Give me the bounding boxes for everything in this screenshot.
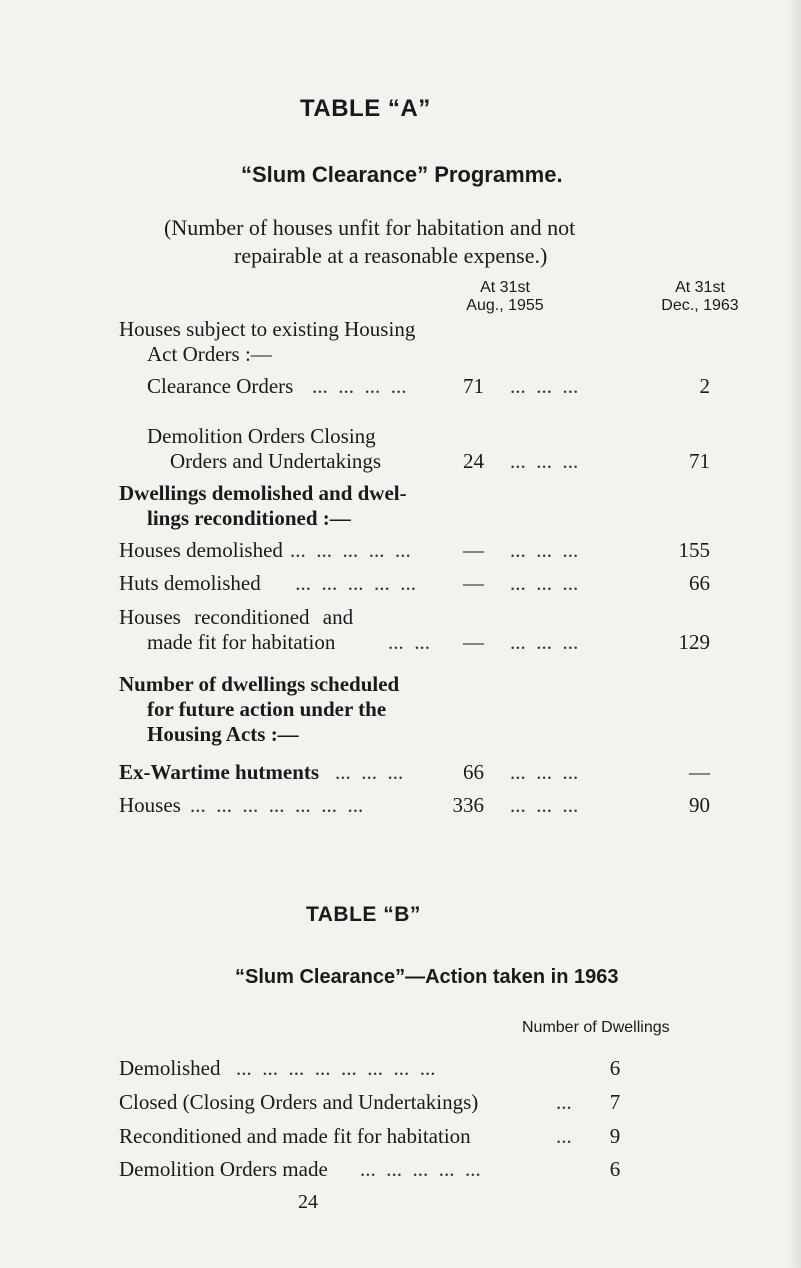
row-houses-reconditioned-label-line2: made fit for habitation [147,630,336,654]
table-b-row-demolition-orders-label: Demolition Orders made [119,1157,328,1181]
page-edge-shadow [787,0,801,1268]
leader-dots: ... ... [388,630,430,654]
table-b-row-demolished-label: Demolished [119,1056,221,1080]
section2-heading [119,481,407,531]
table-b-title: TABLE “B” [306,903,421,926]
table-b-row-demolition-orders-value: 6 [609,1157,621,1181]
column-header-1963-line2: Dec., 1963 [661,297,739,314]
section2-heading-line2: lings reconditioned :— [147,506,351,530]
row-clearance-orders-1955: 71 [463,374,484,398]
table-a-note-line2: repairable at a reasonable expense.) [234,243,548,268]
section1-heading-line2: Act Orders :— [147,342,272,366]
leader-dots: ... ... ... [510,538,579,562]
leader-dots: ... ... ... ... ... ... ... ... [236,1056,436,1080]
table-a-note-line1: (Number of houses unfit for habitation and not [164,215,576,240]
leader-dots: ... ... ... [510,630,579,654]
row-houses-reconditioned-1963: 129 [678,630,710,654]
table-b-row-closed-value: 7 [609,1090,621,1114]
leader-dots: ... ... ... [510,449,579,473]
section3-heading-line1: Number of dwellings scheduled [119,672,400,696]
page-number: 24 [298,1191,318,1213]
table-b-row-closed-label: Closed (Closing Orders and Undertakings) [119,1090,479,1114]
column-header-1963 [645,279,755,315]
leader-dots: ... ... ... ... ... [290,571,416,595]
table-b-row-demolished-value: 6 [609,1056,621,1080]
row-houses-1955: 336 [452,793,484,817]
leader-dots: ... ... ... [510,374,579,398]
row-houses-reconditioned-1955: — [463,630,484,654]
column-header-1963-line1: At 31st [675,279,725,296]
leader-dots: ... ... ... ... [312,374,407,398]
row-demolition-orders-label-line2: Orders and Undertakings [170,449,382,473]
table-b-row-reconditioned-label: Reconditioned and made fit for habitation [119,1124,471,1148]
row-houses-reconditioned-label [119,605,353,655]
row-houses-1963: 90 [689,793,710,817]
row-demolition-orders-label [147,424,381,474]
row-huts-demolished-1955: — [463,571,484,595]
row-ex-wartime-hutments-label: Ex-Wartime hutments [119,760,320,784]
leader-dots: ... ... ... [510,793,579,817]
leader-dots: ... [556,1124,572,1148]
row-houses-demolished-1955: — [463,538,484,562]
row-houses-demolished-1963: 155 [678,538,710,562]
row-demolition-orders-label-line1: Demolition Orders Closing [147,424,376,448]
leader-dots: ... ... ... ... ... [360,1157,481,1181]
section3-heading-line2: for future action under the [147,697,387,721]
row-ex-wartime-hutments-1963: — [689,760,710,784]
row-huts-demolished-label: Huts demolished [119,571,261,595]
leader-dots: ... [556,1090,572,1114]
section1-heading [119,317,415,367]
row-houses-demolished-label: Houses demolished [119,538,283,562]
table-a-subtitle: “Slum Clearance” Programme. [241,162,563,187]
table-b-subtitle: “Slum Clearance”—Action taken in 1963 [235,966,619,988]
section3-heading [119,672,399,747]
row-ex-wartime-hutments-1955: 66 [463,760,484,784]
section2-heading-line1: Dwellings demolished and dwel- [119,481,407,505]
row-clearance-orders-1963: 2 [699,374,710,398]
column-header-1955-line1: At 31st [480,279,530,296]
leader-dots: ... ... ... ... ... [290,538,411,562]
row-demolition-orders-1955: 24 [463,449,484,473]
row-clearance-orders-label: Clearance Orders [147,374,294,398]
column-header-1955-line2: Aug., 1955 [466,297,544,314]
section3-heading-line3: Housing Acts :— [147,722,299,746]
leader-dots: ... ... ... ... ... ... ... [190,793,364,817]
table-a-title: TABLE “A” [300,95,431,122]
row-huts-demolished-1963: 66 [689,571,710,595]
row-houses-label: Houses [119,793,181,817]
row-houses-reconditioned-label-line1: Houses reconditioned and [119,605,354,629]
table-b-row-reconditioned-value: 9 [609,1124,621,1148]
leader-dots: ... ... ... [510,571,579,595]
leader-dots: ... ... ... [335,760,404,784]
section1-heading-line1: Houses subject to existing Housing [119,317,416,341]
row-demolition-orders-1963: 71 [689,449,710,473]
leader-dots: ... ... ... [510,760,579,784]
column-header-1955 [450,279,560,315]
table-b-column-header: Number of Dwellings [522,1019,670,1036]
